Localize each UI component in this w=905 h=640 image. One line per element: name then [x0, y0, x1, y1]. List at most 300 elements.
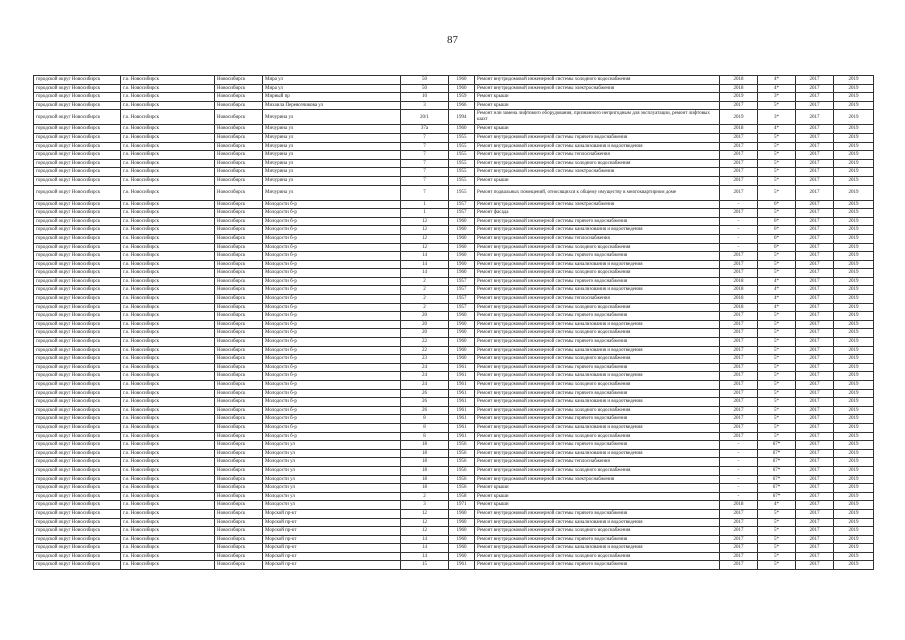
cell-street: Молодости б-р	[263, 355, 401, 364]
cell-house: 12	[401, 518, 449, 527]
cell-house: 20/1	[401, 110, 449, 125]
cell-period-start: 2017	[796, 552, 834, 561]
cell-priority: 5*	[758, 209, 796, 218]
cell-plan-year: 2017	[720, 363, 758, 372]
cell-plan-year: 2019	[720, 93, 758, 102]
cell-period-end: 2019	[834, 151, 874, 160]
cell-work-type: Ремонт внутридомовой инженерной системы горячего водоснабжения	[475, 535, 720, 544]
cell-district: г.о. Новосибирск	[121, 561, 215, 570]
cell-work-type: Ремонт внутридомовой инженерной системы канализования и водоотведения	[475, 260, 720, 269]
cell-municipality: городской округ Новосибирск	[34, 209, 121, 218]
cell-period-end: 2019	[834, 133, 874, 142]
cell-priority: 5*	[758, 535, 796, 544]
cell-priority: 5*	[758, 518, 796, 527]
cell-period-start: 2017	[796, 389, 834, 398]
cell-street: Молодости б-р	[263, 338, 401, 347]
cell-plan-year: 2017	[720, 561, 758, 570]
cell-municipality: городской округ Новосибирск	[34, 93, 121, 102]
cell-period-start: 2017	[796, 217, 834, 226]
cell-street: Молодости б-р	[263, 423, 401, 432]
cell-municipality: городской округ Новосибирск	[34, 484, 121, 493]
cell-house: 20	[401, 320, 449, 329]
cell-year: 1961	[449, 415, 475, 424]
table-row	[34, 142, 874, 151]
cell-house: 10	[401, 93, 449, 102]
cell-priority: 4*	[758, 286, 796, 295]
cell-priority: 5*	[758, 142, 796, 151]
cell-plan-year: 2017	[720, 381, 758, 390]
cell-municipality: городской округ Новосибирск	[34, 346, 121, 355]
cell-district: г.о. Новосибирск	[121, 449, 215, 458]
cell-period-start: 2017	[796, 84, 834, 93]
cell-municipality: городской округ Новосибирск	[34, 552, 121, 561]
cell-work-type: Ремонт внутридомовой инженерной системы горячего водоснабжения	[475, 415, 720, 424]
cell-street: Мичурина ул	[263, 142, 401, 151]
cell-house: 2	[401, 277, 449, 286]
cell-work-type: Ремонт внутридомовой инженерной системы холодного водоснабжения	[475, 269, 720, 278]
cell-priority: 3*	[758, 110, 796, 125]
cell-plan-year: -	[720, 226, 758, 235]
cell-city: Новосибирск	[215, 552, 263, 561]
cell-work-type: Ремонт внутридомовой инженерной системы горячего водоснабжения	[475, 509, 720, 518]
cell-year: 1960	[449, 544, 475, 553]
cell-year: 1960	[449, 355, 475, 364]
cell-priority: 5*	[758, 260, 796, 269]
cell-house: 26	[401, 389, 449, 398]
cell-street: Морской пр-кт	[263, 552, 401, 561]
cell-house: 24	[401, 372, 449, 381]
cell-street: Молодости б-р	[263, 243, 401, 252]
cell-year: 1961	[449, 372, 475, 381]
cell-municipality: городской округ Новосибирск	[34, 200, 121, 209]
cell-city: Новосибирск	[215, 243, 263, 252]
cell-period-start: 2017	[796, 142, 834, 151]
cell-priority: 5*	[758, 355, 796, 364]
cell-city: Новосибирск	[215, 338, 263, 347]
table-row	[34, 125, 874, 134]
cell-municipality: городской округ Новосибирск	[34, 329, 121, 338]
cell-district: г.о. Новосибирск	[121, 415, 215, 424]
cell-priority: 5*	[758, 151, 796, 160]
cell-street: Морской пр-кт	[263, 544, 401, 553]
cell-house: 14	[401, 269, 449, 278]
table-row	[34, 133, 874, 142]
cell-period-start: 2017	[796, 363, 834, 372]
table-row	[34, 320, 874, 329]
cell-period-end: 2019	[834, 303, 874, 312]
cell-municipality: городской округ Новосибирск	[34, 389, 121, 398]
cell-city: Новосибирск	[215, 381, 263, 390]
cell-district: г.о. Новосибирск	[121, 501, 215, 510]
table-row	[34, 84, 874, 93]
cell-year: 1957	[449, 209, 475, 218]
cell-municipality: городской округ Новосибирск	[34, 133, 121, 142]
cell-house: 3	[401, 501, 449, 510]
table-row	[34, 252, 874, 261]
cell-work-type: Ремонт внутридомовой инженерной системы горячего водоснабжения	[475, 217, 720, 226]
cell-house: 18	[401, 441, 449, 450]
cell-priority: 67*	[758, 492, 796, 501]
cell-period-start: 2017	[796, 509, 834, 518]
cell-district: г.о. Новосибирск	[121, 406, 215, 415]
cell-plan-year: 2017	[720, 423, 758, 432]
cell-municipality: городской округ Новосибирск	[34, 185, 121, 200]
cell-work-type: Ремонт крыши	[475, 176, 720, 185]
cell-street: Мирный пр	[263, 93, 401, 102]
cell-street: Молодости ул	[263, 492, 401, 501]
cell-period-start: 2017	[796, 110, 834, 125]
cell-priority: 5*	[758, 423, 796, 432]
cell-period-start: 2017	[796, 372, 834, 381]
cell-city: Новосибирск	[215, 484, 263, 493]
cell-year: 1960	[449, 84, 475, 93]
cell-district: г.о. Новосибирск	[121, 363, 215, 372]
cell-period-start: 2017	[796, 535, 834, 544]
cell-district: г.о. Новосибирск	[121, 168, 215, 177]
cell-city: Новосибирск	[215, 269, 263, 278]
cell-year: 1971	[449, 501, 475, 510]
cell-house: 2	[401, 303, 449, 312]
table-row	[34, 93, 874, 102]
cell-house: 7	[401, 151, 449, 160]
cell-period-start: 2017	[796, 101, 834, 110]
cell-house: 14	[401, 552, 449, 561]
cell-year: 1955	[449, 185, 475, 200]
cell-street: Молодости ул	[263, 441, 401, 450]
table-row	[34, 432, 874, 441]
cell-priority: 5*	[758, 159, 796, 168]
cell-district: г.о. Новосибирск	[121, 492, 215, 501]
cell-year: 1961	[449, 432, 475, 441]
cell-priority: 4*	[758, 303, 796, 312]
cell-work-type: Ремонт внутридомовой инженерной системы холодного водоснабжения	[475, 76, 720, 85]
cell-period-start: 2017	[796, 346, 834, 355]
cell-municipality: городской округ Новосибирск	[34, 84, 121, 93]
cell-year: 1957	[449, 277, 475, 286]
cell-municipality: городской округ Новосибирск	[34, 217, 121, 226]
cell-city: Новосибирск	[215, 509, 263, 518]
cell-municipality: городской округ Новосибирск	[34, 501, 121, 510]
cell-house: 37а	[401, 125, 449, 134]
cell-period-start: 2017	[796, 133, 834, 142]
cell-year: 1955	[449, 168, 475, 177]
cell-period-end: 2019	[834, 185, 874, 200]
cell-work-type: Ремонт крыши	[475, 93, 720, 102]
cell-work-type: Ремонт внутридомовой инженерной системы горячего водоснабжения	[475, 363, 720, 372]
page-number: 87	[447, 34, 458, 46]
cell-street: Молодости б-р	[263, 303, 401, 312]
cell-year: 1960	[449, 76, 475, 85]
cell-city: Новосибирск	[215, 518, 263, 527]
cell-priority: 6*	[758, 243, 796, 252]
cell-municipality: городской округ Новосибирск	[34, 320, 121, 329]
cell-municipality: городской округ Новосибирск	[34, 381, 121, 390]
cell-district: г.о. Новосибирск	[121, 260, 215, 269]
cell-city: Новосибирск	[215, 544, 263, 553]
cell-municipality: городской округ Новосибирск	[34, 544, 121, 553]
cell-priority: 5*	[758, 101, 796, 110]
cell-plan-year: 2017	[720, 320, 758, 329]
cell-district: г.о. Новосибирск	[121, 509, 215, 518]
cell-priority: 5*	[758, 389, 796, 398]
cell-year: 1956	[449, 441, 475, 450]
cell-priority: 5*	[758, 561, 796, 570]
cell-priority: 5*	[758, 527, 796, 536]
cell-priority: 5*	[758, 320, 796, 329]
cell-work-type: Ремонт внутридомовой инженерной системы горячего водоснабжения	[475, 441, 720, 450]
cell-city: Новосибирск	[215, 406, 263, 415]
cell-priority: 5*	[758, 552, 796, 561]
cell-street: Морской пр-кт	[263, 527, 401, 536]
cell-work-type: Ремонт внутридомовой инженерной системы канализования и водоотведения	[475, 449, 720, 458]
cell-street: Молодости б-р	[263, 234, 401, 243]
cell-period-end: 2019	[834, 381, 874, 390]
cell-plan-year: 2017	[720, 372, 758, 381]
cell-period-end: 2019	[834, 286, 874, 295]
cell-priority: 6*	[758, 217, 796, 226]
cell-period-end: 2019	[834, 295, 874, 304]
cell-period-start: 2017	[796, 125, 834, 134]
cell-priority: 5*	[758, 346, 796, 355]
cell-district: г.о. Новосибирск	[121, 346, 215, 355]
cell-priority: 5*	[758, 509, 796, 518]
cell-plan-year: 2018	[720, 84, 758, 93]
table-row	[34, 168, 874, 177]
cell-year: 1957	[449, 303, 475, 312]
cell-plan-year: 2018	[720, 295, 758, 304]
cell-house: 50	[401, 76, 449, 85]
table-row	[34, 286, 874, 295]
table-row	[34, 159, 874, 168]
cell-plan-year: -	[720, 234, 758, 243]
cell-work-type: Ремонт внутридомовой инженерной системы холодного водоснабжения	[475, 329, 720, 338]
cell-city: Новосибирск	[215, 295, 263, 304]
cell-period-start: 2017	[796, 561, 834, 570]
cell-plan-year: -	[720, 449, 758, 458]
cell-house: 18	[401, 466, 449, 475]
cell-house: 1	[401, 209, 449, 218]
cell-plan-year: -	[720, 243, 758, 252]
cell-year: 1957	[449, 286, 475, 295]
cell-street: Молодости ул	[263, 466, 401, 475]
cell-plan-year: 2018	[720, 501, 758, 510]
cell-district: г.о. Новосибирск	[121, 76, 215, 85]
cell-period-end: 2019	[834, 501, 874, 510]
cell-period-end: 2019	[834, 466, 874, 475]
cell-year: 1960	[449, 338, 475, 347]
cell-plan-year: 2017	[720, 133, 758, 142]
cell-work-type: Ремонт фасада	[475, 209, 720, 218]
cell-period-start: 2017	[796, 406, 834, 415]
cell-street: Молодости б-р	[263, 320, 401, 329]
cell-city: Новосибирск	[215, 176, 263, 185]
cell-period-start: 2017	[796, 295, 834, 304]
cell-house: 18	[401, 449, 449, 458]
cell-year: 1956	[449, 484, 475, 493]
cell-period-end: 2019	[834, 372, 874, 381]
cell-year: 1961	[449, 398, 475, 407]
cell-plan-year: 2017	[720, 260, 758, 269]
cell-city: Новосибирск	[215, 535, 263, 544]
cell-house: 24	[401, 363, 449, 372]
cell-district: г.о. Новосибирск	[121, 441, 215, 450]
cell-street: Молодости ул	[263, 449, 401, 458]
cell-period-start: 2017	[796, 200, 834, 209]
cell-city: Новосибирск	[215, 277, 263, 286]
cell-work-type: Ремонт внутридомовой инженерной системы горячего водоснабжения	[475, 561, 720, 570]
cell-city: Новосибирск	[215, 226, 263, 235]
table-row	[34, 458, 874, 467]
cell-street: Мичурина ул	[263, 125, 401, 134]
table-row	[34, 260, 874, 269]
cell-municipality: городской округ Новосибирск	[34, 151, 121, 160]
cell-period-start: 2017	[796, 260, 834, 269]
table-row	[34, 338, 874, 347]
cell-year: 1960	[449, 518, 475, 527]
cell-period-end: 2019	[834, 432, 874, 441]
cell-municipality: городской округ Новосибирск	[34, 535, 121, 544]
cell-plan-year: -	[720, 466, 758, 475]
cell-period-end: 2019	[834, 93, 874, 102]
cell-district: г.о. Новосибирск	[121, 269, 215, 278]
cell-street: Молодости б-р	[263, 312, 401, 321]
cell-city: Новосибирск	[215, 260, 263, 269]
cell-city: Новосибирск	[215, 363, 263, 372]
cell-period-end: 2019	[834, 338, 874, 347]
cell-district: г.о. Новосибирск	[121, 209, 215, 218]
cell-period-end: 2019	[834, 535, 874, 544]
cell-city: Новосибирск	[215, 501, 263, 510]
cell-house: 7	[401, 133, 449, 142]
cell-plan-year: -	[720, 217, 758, 226]
cell-work-type: Ремонт внутридомовой инженерной системы канализования и водоотведения	[475, 372, 720, 381]
cell-city: Новосибирск	[215, 217, 263, 226]
table-row	[34, 76, 874, 85]
table-row	[34, 312, 874, 321]
cell-house: 26	[401, 406, 449, 415]
cell-house: 12	[401, 217, 449, 226]
cell-work-type: Ремонт внутридомовой инженерной системы холодного водоснабжения	[475, 527, 720, 536]
cell-priority: 5*	[758, 398, 796, 407]
cell-district: г.о. Новосибирск	[121, 484, 215, 493]
cell-priority: 5*	[758, 338, 796, 347]
cell-period-end: 2019	[834, 398, 874, 407]
cell-city: Новосибирск	[215, 286, 263, 295]
cell-year: 1994	[449, 110, 475, 125]
cell-period-start: 2017	[796, 544, 834, 553]
cell-house: 7	[401, 185, 449, 200]
cell-year: 1960	[449, 346, 475, 355]
cell-district: г.о. Новосибирск	[121, 243, 215, 252]
cell-period-start: 2017	[796, 159, 834, 168]
cell-period-start: 2017	[796, 441, 834, 450]
cell-plan-year: 2017	[720, 151, 758, 160]
cell-period-end: 2019	[834, 415, 874, 424]
cell-work-type: Ремонт внутридомовой инженерной системы холодного водоснабжения	[475, 552, 720, 561]
cell-street: Морской пр-кт	[263, 509, 401, 518]
cell-city: Новосибирск	[215, 303, 263, 312]
cell-period-start: 2017	[796, 398, 834, 407]
repair-program-table	[33, 75, 874, 570]
cell-city: Новосибирск	[215, 209, 263, 218]
table-row	[34, 381, 874, 390]
cell-district: г.о. Новосибирск	[121, 518, 215, 527]
cell-plan-year: 2017	[720, 509, 758, 518]
cell-year: 1961	[449, 389, 475, 398]
cell-priority: 5*	[758, 381, 796, 390]
cell-house: 20	[401, 312, 449, 321]
cell-street: Молодости б-р	[263, 389, 401, 398]
cell-street: Мичурина ул	[263, 133, 401, 142]
cell-period-start: 2017	[796, 355, 834, 364]
table-row	[34, 552, 874, 561]
cell-street: Морской пр-кт	[263, 518, 401, 527]
cell-house: 15	[401, 561, 449, 570]
cell-plan-year: -	[720, 200, 758, 209]
cell-city: Новосибирск	[215, 561, 263, 570]
cell-house: 8	[401, 415, 449, 424]
table-body	[34, 76, 874, 570]
cell-period-start: 2017	[796, 466, 834, 475]
cell-city: Новосибирск	[215, 355, 263, 364]
cell-plan-year: 2017	[720, 252, 758, 261]
cell-priority: 5*	[758, 252, 796, 261]
cell-district: г.о. Новосибирск	[121, 475, 215, 484]
cell-priority: 67*	[758, 475, 796, 484]
cell-period-end: 2019	[834, 101, 874, 110]
cell-period-start: 2017	[796, 338, 834, 347]
cell-plan-year: 2017	[720, 518, 758, 527]
cell-period-start: 2017	[796, 501, 834, 510]
cell-municipality: городской округ Новосибирск	[34, 303, 121, 312]
cell-period-end: 2019	[834, 320, 874, 329]
table-row	[34, 509, 874, 518]
cell-year: 1960	[449, 552, 475, 561]
cell-priority: 4*	[758, 125, 796, 134]
cell-year: 1961	[449, 381, 475, 390]
cell-district: г.о. Новосибирск	[121, 277, 215, 286]
cell-period-end: 2019	[834, 423, 874, 432]
cell-period-end: 2019	[834, 518, 874, 527]
cell-city: Новосибирск	[215, 441, 263, 450]
cell-priority: 6*	[758, 234, 796, 243]
cell-street: Молодости б-р	[263, 381, 401, 390]
cell-city: Новосибирск	[215, 142, 263, 151]
cell-priority: 5*	[758, 176, 796, 185]
cell-work-type: Ремонт внутридомовой инженерной системы теплоснабжения	[475, 458, 720, 467]
cell-municipality: городской округ Новосибирск	[34, 406, 121, 415]
cell-district: г.о. Новосибирск	[121, 312, 215, 321]
table-row	[34, 406, 874, 415]
cell-work-type: Ремонт внутридомовой инженерной системы канализования и водоотведения	[475, 398, 720, 407]
cell-work-type: Ремонт внутридомовой инженерной системы горячего водоснабжения	[475, 277, 720, 286]
cell-work-type: Ремонт подвальных помещений, относящихся к общему имуществу в многоквартирном доме	[475, 185, 720, 200]
cell-year: 1955	[449, 142, 475, 151]
cell-priority: 5*	[758, 329, 796, 338]
cell-plan-year: 2017	[720, 346, 758, 355]
cell-house: 22	[401, 338, 449, 347]
cell-period-start: 2017	[796, 209, 834, 218]
cell-period-end: 2019	[834, 76, 874, 85]
cell-period-end: 2019	[834, 277, 874, 286]
cell-work-type: Ремонт внутридомовой инженерной системы горячего водоснабжения	[475, 389, 720, 398]
cell-municipality: городской округ Новосибирск	[34, 243, 121, 252]
cell-street: Молодости б-р	[263, 372, 401, 381]
cell-district: г.о. Новосибирск	[121, 101, 215, 110]
cell-district: г.о. Новосибирск	[121, 338, 215, 347]
cell-period-start: 2017	[796, 484, 834, 493]
cell-house: 50	[401, 84, 449, 93]
